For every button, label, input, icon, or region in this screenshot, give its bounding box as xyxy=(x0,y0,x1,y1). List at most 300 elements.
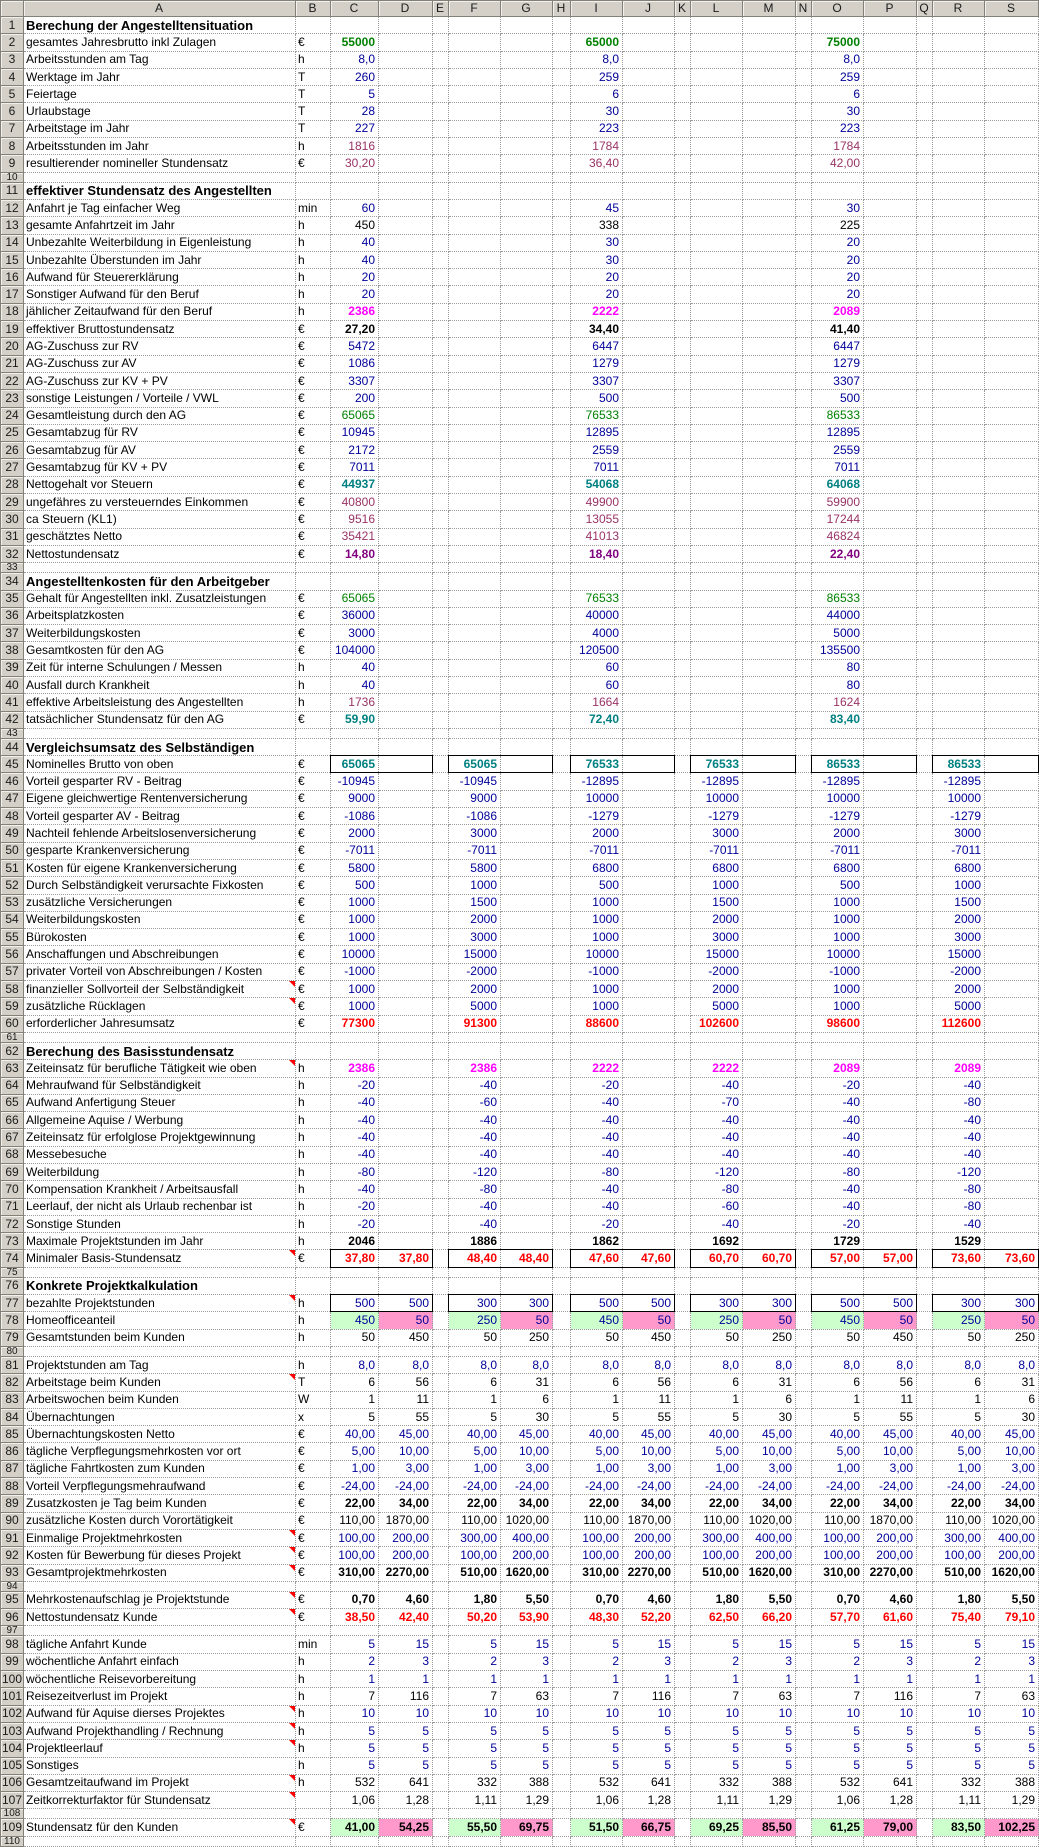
cell-C16[interactable]: 20 xyxy=(331,269,379,286)
cell-B43[interactable] xyxy=(296,728,331,738)
row-header-85[interactable]: 85 xyxy=(1,1426,24,1443)
cell-B45[interactable]: € xyxy=(296,756,331,773)
cell-Q22[interactable] xyxy=(917,372,933,389)
cell-J56[interactable] xyxy=(623,946,675,963)
cell-K42[interactable] xyxy=(675,711,691,728)
cell-S50[interactable] xyxy=(985,842,1039,859)
cell-R89[interactable]: 22,00 xyxy=(933,1495,985,1512)
cell-A12[interactable]: Anfahrt je Tag einfacher Weg xyxy=(24,199,296,216)
cell-F29[interactable] xyxy=(449,494,501,511)
cell-L39[interactable] xyxy=(691,659,743,676)
cell-H107[interactable] xyxy=(553,1792,571,1809)
cell-S5[interactable] xyxy=(985,86,1039,103)
cell-R90[interactable]: 110,00 xyxy=(933,1512,985,1529)
cell-L64[interactable]: -40 xyxy=(691,1077,743,1094)
cell-R95[interactable]: 1,80 xyxy=(933,1591,985,1608)
cell-I3[interactable]: 8,0 xyxy=(571,51,623,68)
cell-N26[interactable] xyxy=(796,442,812,459)
cell-I1[interactable] xyxy=(571,17,623,34)
cell-F46[interactable]: -10945 xyxy=(449,773,501,790)
cell-N98[interactable] xyxy=(796,1636,812,1653)
cell-C90[interactable]: 110,00 xyxy=(331,1512,379,1529)
cell-Q67[interactable] xyxy=(917,1129,933,1146)
cell-K19[interactable] xyxy=(675,321,691,338)
cell-D104[interactable]: 5 xyxy=(379,1740,433,1757)
cell-G36[interactable] xyxy=(501,607,553,624)
cell-M7[interactable] xyxy=(743,120,796,137)
cell-L67[interactable]: -40 xyxy=(691,1129,743,1146)
cell-H54[interactable] xyxy=(553,911,571,928)
cell-N89[interactable] xyxy=(796,1495,812,1512)
cell-B109[interactable]: € xyxy=(296,1819,331,1836)
cell-I105[interactable]: 5 xyxy=(571,1757,623,1774)
cell-K78[interactable] xyxy=(675,1312,691,1329)
cell-P46[interactable] xyxy=(864,773,917,790)
row-header-55[interactable]: 55 xyxy=(1,929,24,946)
cell-E100[interactable] xyxy=(433,1671,449,1688)
col-header-K[interactable]: K xyxy=(675,1,691,17)
cell-L95[interactable]: 1,80 xyxy=(691,1591,743,1608)
cell-E12[interactable] xyxy=(433,199,449,216)
cell-D95[interactable]: 4,60 xyxy=(379,1591,433,1608)
cell-N46[interactable] xyxy=(796,773,812,790)
cell-S25[interactable] xyxy=(985,424,1039,441)
cell-S38[interactable] xyxy=(985,642,1039,659)
cell-I77[interactable]: 500 xyxy=(571,1295,623,1312)
cell-I53[interactable]: 1000 xyxy=(571,894,623,911)
cell-O80[interactable] xyxy=(812,1346,864,1356)
cell-G86[interactable]: 10,00 xyxy=(501,1443,553,1460)
cell-J84[interactable]: 55 xyxy=(623,1408,675,1425)
cell-H77[interactable] xyxy=(553,1295,571,1312)
cell-M76[interactable] xyxy=(743,1277,796,1294)
cell-N40[interactable] xyxy=(796,676,812,693)
cell-Q45[interactable] xyxy=(917,756,933,773)
cell-S86[interactable]: 10,00 xyxy=(985,1443,1039,1460)
cell-M63[interactable] xyxy=(743,1060,796,1077)
cell-G7[interactable] xyxy=(501,120,553,137)
cell-R71[interactable]: -80 xyxy=(933,1198,985,1215)
row-header-40[interactable]: 40 xyxy=(1,676,24,693)
cell-G5[interactable] xyxy=(501,86,553,103)
cell-S99[interactable]: 3 xyxy=(985,1653,1039,1670)
cell-E45[interactable] xyxy=(433,756,449,773)
row-header-97[interactable]: 97 xyxy=(1,1626,24,1636)
cell-I69[interactable]: -80 xyxy=(571,1164,623,1181)
cell-P53[interactable] xyxy=(864,894,917,911)
row-header-53[interactable]: 53 xyxy=(1,894,24,911)
cell-I60[interactable]: 88600 xyxy=(571,1015,623,1032)
cell-E11[interactable] xyxy=(433,182,449,199)
cell-H34[interactable] xyxy=(553,573,571,590)
cell-R31[interactable] xyxy=(933,528,985,545)
cell-H89[interactable] xyxy=(553,1495,571,1512)
cell-H62[interactable] xyxy=(553,1042,571,1059)
cell-C68[interactable]: -40 xyxy=(331,1146,379,1163)
cell-S61[interactable] xyxy=(985,1032,1039,1042)
cell-S14[interactable] xyxy=(985,234,1039,251)
cell-P33[interactable] xyxy=(864,563,917,573)
cell-R64[interactable]: -40 xyxy=(933,1077,985,1094)
cell-H35[interactable] xyxy=(553,590,571,607)
cell-Q107[interactable] xyxy=(917,1792,933,1809)
cell-M51[interactable] xyxy=(743,859,796,876)
cell-O17[interactable]: 20 xyxy=(812,286,864,303)
cell-K17[interactable] xyxy=(675,286,691,303)
cell-H24[interactable] xyxy=(553,407,571,424)
cell-C86[interactable]: 5,00 xyxy=(331,1443,379,1460)
cell-M48[interactable] xyxy=(743,808,796,825)
cell-E55[interactable] xyxy=(433,929,449,946)
cell-F70[interactable]: -80 xyxy=(449,1181,501,1198)
row-header-66[interactable]: 66 xyxy=(1,1112,24,1129)
cell-Q48[interactable] xyxy=(917,808,933,825)
cell-S18[interactable] xyxy=(985,303,1039,320)
cell-D35[interactable] xyxy=(379,590,433,607)
cell-M78[interactable]: 50 xyxy=(743,1312,796,1329)
cell-L20[interactable] xyxy=(691,338,743,355)
cell-E59[interactable] xyxy=(433,998,449,1015)
cell-B31[interactable]: € xyxy=(296,528,331,545)
cell-N82[interactable] xyxy=(796,1374,812,1391)
cell-I99[interactable]: 2 xyxy=(571,1653,623,1670)
cell-H97[interactable] xyxy=(553,1626,571,1636)
cell-H85[interactable] xyxy=(553,1426,571,1443)
cell-L110[interactable] xyxy=(691,1836,743,1846)
cell-B69[interactable]: h xyxy=(296,1164,331,1181)
cell-B76[interactable] xyxy=(296,1277,331,1294)
cell-I106[interactable]: 532 xyxy=(571,1774,623,1791)
cell-O29[interactable]: 59900 xyxy=(812,494,864,511)
cell-I11[interactable] xyxy=(571,182,623,199)
cell-B84[interactable]: x xyxy=(296,1408,331,1425)
cell-K16[interactable] xyxy=(675,269,691,286)
cell-O101[interactable]: 7 xyxy=(812,1688,864,1705)
cell-H105[interactable] xyxy=(553,1757,571,1774)
cell-A34[interactable]: Angestelltenkosten für den Arbeitgeber xyxy=(24,573,296,590)
cell-I95[interactable]: 0,70 xyxy=(571,1591,623,1608)
cell-M38[interactable] xyxy=(743,642,796,659)
cell-H40[interactable] xyxy=(553,676,571,693)
cell-K107[interactable] xyxy=(675,1792,691,1809)
cell-D60[interactable] xyxy=(379,1015,433,1032)
cell-E15[interactable] xyxy=(433,251,449,268)
cell-O90[interactable]: 110,00 xyxy=(812,1512,864,1529)
cell-C31[interactable]: 35421 xyxy=(331,528,379,545)
cell-Q85[interactable] xyxy=(917,1426,933,1443)
cell-D72[interactable] xyxy=(379,1215,433,1232)
cell-I109[interactable]: 51,50 xyxy=(571,1819,623,1836)
cell-S84[interactable]: 30 xyxy=(985,1408,1039,1425)
cell-J33[interactable] xyxy=(623,563,675,573)
cell-C23[interactable]: 200 xyxy=(331,390,379,407)
cell-H8[interactable] xyxy=(553,138,571,155)
cell-N51[interactable] xyxy=(796,859,812,876)
cell-E10[interactable] xyxy=(433,172,449,182)
cell-H31[interactable] xyxy=(553,528,571,545)
cell-C19[interactable]: 27,20 xyxy=(331,321,379,338)
cell-R15[interactable] xyxy=(933,251,985,268)
cell-H53[interactable] xyxy=(553,894,571,911)
cell-N52[interactable] xyxy=(796,877,812,894)
cell-H16[interactable] xyxy=(553,269,571,286)
cell-E49[interactable] xyxy=(433,825,449,842)
cell-F88[interactable]: -24,00 xyxy=(449,1478,501,1495)
cell-O102[interactable]: 10 xyxy=(812,1705,864,1722)
cell-J29[interactable] xyxy=(623,494,675,511)
cell-S63[interactable] xyxy=(985,1060,1039,1077)
col-header-B[interactable]: B xyxy=(296,1,331,17)
cell-C93[interactable]: 310,00 xyxy=(331,1564,379,1581)
cell-A89[interactable]: Zusatzkosten je Tag beim Kunden xyxy=(24,1495,296,1512)
cell-A56[interactable]: Anschaffungen und Abschreibungen xyxy=(24,946,296,963)
cell-F59[interactable]: 5000 xyxy=(449,998,501,1015)
cell-K99[interactable] xyxy=(675,1653,691,1670)
cell-D71[interactable] xyxy=(379,1198,433,1215)
cell-I18[interactable]: 2222 xyxy=(571,303,623,320)
cell-F35[interactable] xyxy=(449,590,501,607)
cell-P28[interactable] xyxy=(864,476,917,493)
cell-M21[interactable] xyxy=(743,355,796,372)
cell-A60[interactable]: erforderlicher Jahresumsatz xyxy=(24,1015,296,1032)
cell-S36[interactable] xyxy=(985,607,1039,624)
cell-C63[interactable]: 2386 xyxy=(331,1060,379,1077)
cell-K40[interactable] xyxy=(675,676,691,693)
cell-H59[interactable] xyxy=(553,998,571,1015)
cell-L71[interactable]: -60 xyxy=(691,1198,743,1215)
cell-E38[interactable] xyxy=(433,642,449,659)
row-header-48[interactable]: 48 xyxy=(1,808,24,825)
cell-O81[interactable]: 8,0 xyxy=(812,1356,864,1373)
cell-J94[interactable] xyxy=(623,1581,675,1591)
cell-A101[interactable]: Reisezeitverlust im Projekt xyxy=(24,1688,296,1705)
cell-F14[interactable] xyxy=(449,234,501,251)
cell-H71[interactable] xyxy=(553,1198,571,1215)
row-header-33[interactable]: 33 xyxy=(1,563,24,573)
cell-B47[interactable]: € xyxy=(296,790,331,807)
cell-L80[interactable] xyxy=(691,1346,743,1356)
cell-L22[interactable] xyxy=(691,372,743,389)
cell-L41[interactable] xyxy=(691,694,743,711)
cell-E46[interactable] xyxy=(433,773,449,790)
cell-Q78[interactable] xyxy=(917,1312,933,1329)
cell-J98[interactable]: 15 xyxy=(623,1636,675,1653)
cell-E47[interactable] xyxy=(433,790,449,807)
cell-G2[interactable] xyxy=(501,34,553,51)
cell-S23[interactable] xyxy=(985,390,1039,407)
cell-J64[interactable] xyxy=(623,1077,675,1094)
cell-P21[interactable] xyxy=(864,355,917,372)
cell-M17[interactable] xyxy=(743,286,796,303)
cell-O26[interactable]: 2559 xyxy=(812,442,864,459)
cell-B41[interactable]: h xyxy=(296,694,331,711)
cell-F91[interactable]: 300,00 xyxy=(449,1529,501,1546)
cell-M30[interactable] xyxy=(743,511,796,528)
cell-A37[interactable]: Weiterbildungskosten xyxy=(24,625,296,642)
cell-N28[interactable] xyxy=(796,476,812,493)
cell-B104[interactable]: h xyxy=(296,1740,331,1757)
cell-A33[interactable] xyxy=(24,563,296,573)
cell-O14[interactable]: 20 xyxy=(812,234,864,251)
row-header-74[interactable]: 74 xyxy=(1,1250,24,1267)
cell-S94[interactable] xyxy=(985,1581,1039,1591)
cell-L73[interactable]: 1692 xyxy=(691,1233,743,1250)
cell-E7[interactable] xyxy=(433,120,449,137)
row-header-2[interactable]: 2 xyxy=(1,34,24,51)
cell-L31[interactable] xyxy=(691,528,743,545)
cell-H103[interactable] xyxy=(553,1722,571,1739)
cell-H51[interactable] xyxy=(553,859,571,876)
cell-L35[interactable] xyxy=(691,590,743,607)
cell-H99[interactable] xyxy=(553,1653,571,1670)
cell-I75[interactable] xyxy=(571,1267,623,1277)
row-header-46[interactable]: 46 xyxy=(1,773,24,790)
cell-F81[interactable]: 8,0 xyxy=(449,1356,501,1373)
cell-K79[interactable] xyxy=(675,1329,691,1346)
cell-B27[interactable]: € xyxy=(296,459,331,476)
cell-N31[interactable] xyxy=(796,528,812,545)
cell-C89[interactable]: 22,00 xyxy=(331,1495,379,1512)
cell-O57[interactable]: -1000 xyxy=(812,963,864,980)
cell-R61[interactable] xyxy=(933,1032,985,1042)
cell-K44[interactable] xyxy=(675,738,691,755)
cell-P34[interactable] xyxy=(864,573,917,590)
cell-J6[interactable] xyxy=(623,103,675,120)
cell-G66[interactable] xyxy=(501,1112,553,1129)
cell-D29[interactable] xyxy=(379,494,433,511)
cell-E63[interactable] xyxy=(433,1060,449,1077)
cell-F18[interactable] xyxy=(449,303,501,320)
cell-E26[interactable] xyxy=(433,442,449,459)
cell-A105[interactable]: Sonstiges xyxy=(24,1757,296,1774)
cell-K66[interactable] xyxy=(675,1112,691,1129)
cell-M34[interactable] xyxy=(743,573,796,590)
cell-P102[interactable]: 10 xyxy=(864,1705,917,1722)
cell-S62[interactable] xyxy=(985,1042,1039,1059)
cell-O106[interactable]: 532 xyxy=(812,1774,864,1791)
cell-G32[interactable] xyxy=(501,545,553,562)
cell-G56[interactable] xyxy=(501,946,553,963)
cell-R17[interactable] xyxy=(933,286,985,303)
cell-F5[interactable] xyxy=(449,86,501,103)
cell-F99[interactable]: 2 xyxy=(449,1653,501,1670)
cell-E21[interactable] xyxy=(433,355,449,372)
cell-A52[interactable]: Durch Selbständigkeit verursachte Fixkosten xyxy=(24,877,296,894)
cell-P104[interactable]: 5 xyxy=(864,1740,917,1757)
cell-K72[interactable] xyxy=(675,1215,691,1232)
cell-L96[interactable]: 62,50 xyxy=(691,1609,743,1626)
cell-P97[interactable] xyxy=(864,1626,917,1636)
cell-I110[interactable] xyxy=(571,1836,623,1846)
cell-L84[interactable]: 5 xyxy=(691,1408,743,1425)
cell-Q110[interactable] xyxy=(917,1836,933,1846)
cell-K6[interactable] xyxy=(675,103,691,120)
cell-B56[interactable]: € xyxy=(296,946,331,963)
cell-H73[interactable] xyxy=(553,1233,571,1250)
cell-G78[interactable]: 50 xyxy=(501,1312,553,1329)
cell-O30[interactable]: 17244 xyxy=(812,511,864,528)
cell-F76[interactable] xyxy=(449,1277,501,1294)
cell-O43[interactable] xyxy=(812,728,864,738)
cell-E85[interactable] xyxy=(433,1426,449,1443)
cell-N19[interactable] xyxy=(796,321,812,338)
cell-P82[interactable]: 56 xyxy=(864,1374,917,1391)
cell-C104[interactable]: 5 xyxy=(331,1740,379,1757)
cell-Q19[interactable] xyxy=(917,321,933,338)
cell-C14[interactable]: 40 xyxy=(331,234,379,251)
cell-R4[interactable] xyxy=(933,68,985,85)
cell-M107[interactable]: 1,29 xyxy=(743,1792,796,1809)
cell-M49[interactable] xyxy=(743,825,796,842)
cell-D70[interactable] xyxy=(379,1181,433,1198)
cell-O10[interactable] xyxy=(812,172,864,182)
cell-D80[interactable] xyxy=(379,1346,433,1356)
cell-G55[interactable] xyxy=(501,929,553,946)
cell-I48[interactable]: -1279 xyxy=(571,808,623,825)
cell-E32[interactable] xyxy=(433,545,449,562)
cell-O58[interactable]: 1000 xyxy=(812,981,864,998)
cell-B97[interactable] xyxy=(296,1626,331,1636)
cell-N78[interactable] xyxy=(796,1312,812,1329)
cell-C12[interactable]: 60 xyxy=(331,199,379,216)
cell-A15[interactable]: Unbezahlte Überstunden im Jahr xyxy=(24,251,296,268)
cell-F80[interactable] xyxy=(449,1346,501,1356)
cell-J95[interactable]: 4,60 xyxy=(623,1591,675,1608)
cell-J105[interactable]: 5 xyxy=(623,1757,675,1774)
cell-M97[interactable] xyxy=(743,1626,796,1636)
row-header-52[interactable]: 52 xyxy=(1,877,24,894)
cell-R106[interactable]: 332 xyxy=(933,1774,985,1791)
cell-K81[interactable] xyxy=(675,1356,691,1373)
cell-F56[interactable]: 15000 xyxy=(449,946,501,963)
cell-F7[interactable] xyxy=(449,120,501,137)
cell-H63[interactable] xyxy=(553,1060,571,1077)
cell-M84[interactable]: 30 xyxy=(743,1408,796,1425)
cell-A95[interactable]: Mehrkostenaufschlag je Projektstunde xyxy=(24,1591,296,1608)
cell-L63[interactable]: 2222 xyxy=(691,1060,743,1077)
cell-E71[interactable] xyxy=(433,1198,449,1215)
cell-G107[interactable]: 1,29 xyxy=(501,1792,553,1809)
cell-E95[interactable] xyxy=(433,1591,449,1608)
col-header-J[interactable]: J xyxy=(623,1,675,17)
cell-F83[interactable]: 1 xyxy=(449,1391,501,1408)
cell-B23[interactable]: € xyxy=(296,390,331,407)
cell-J61[interactable] xyxy=(623,1032,675,1042)
cell-M79[interactable]: 250 xyxy=(743,1329,796,1346)
cell-Q3[interactable] xyxy=(917,51,933,68)
cell-R84[interactable]: 5 xyxy=(933,1408,985,1425)
cell-C52[interactable]: 500 xyxy=(331,877,379,894)
cell-D66[interactable] xyxy=(379,1112,433,1129)
cell-K14[interactable] xyxy=(675,234,691,251)
cell-Q91[interactable] xyxy=(917,1529,933,1546)
cell-P68[interactable] xyxy=(864,1146,917,1163)
cell-E17[interactable] xyxy=(433,286,449,303)
cell-C71[interactable]: -20 xyxy=(331,1198,379,1215)
cell-R63[interactable]: 2089 xyxy=(933,1060,985,1077)
cell-B77[interactable]: h xyxy=(296,1295,331,1312)
cell-K75[interactable] xyxy=(675,1267,691,1277)
cell-M88[interactable]: -24,00 xyxy=(743,1478,796,1495)
cell-B4[interactable]: T xyxy=(296,68,331,85)
cell-K67[interactable] xyxy=(675,1129,691,1146)
cell-L36[interactable] xyxy=(691,607,743,624)
cell-S87[interactable]: 3,00 xyxy=(985,1460,1039,1477)
cell-D44[interactable] xyxy=(379,738,433,755)
cell-C32[interactable]: 14,80 xyxy=(331,545,379,562)
cell-H67[interactable] xyxy=(553,1129,571,1146)
cell-F108[interactable] xyxy=(449,1809,501,1819)
